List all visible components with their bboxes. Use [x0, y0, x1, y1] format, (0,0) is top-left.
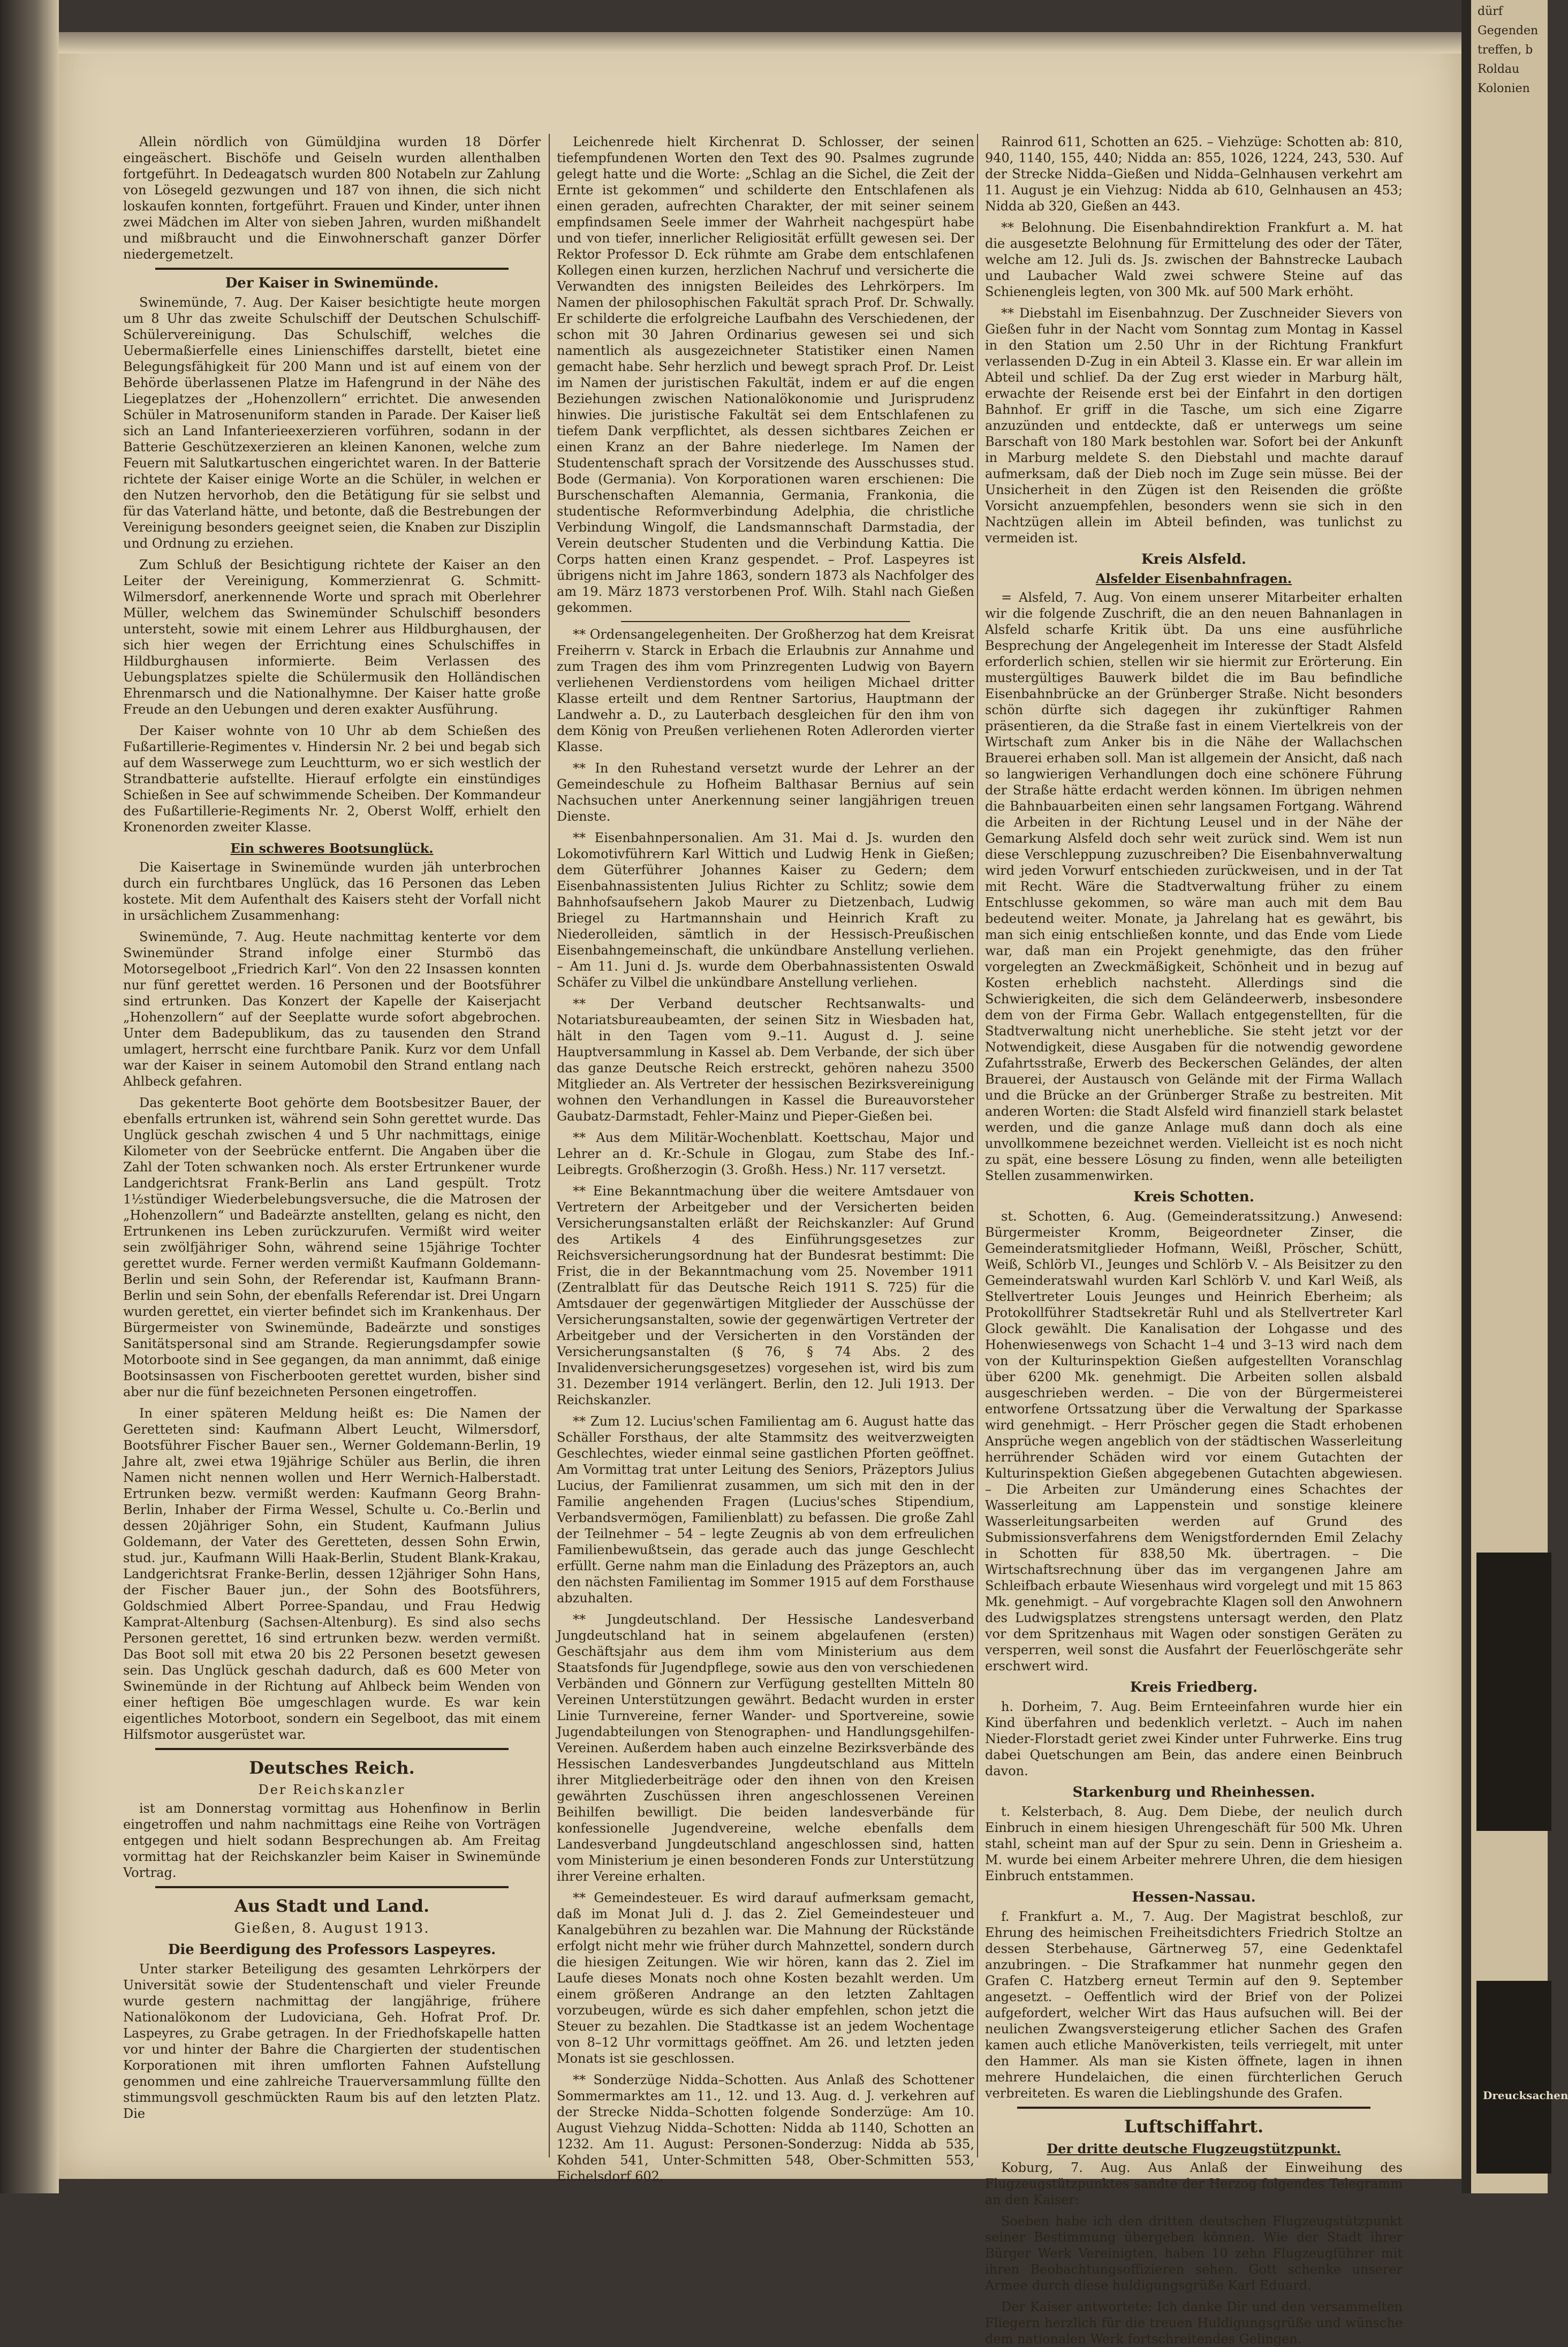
paragraph: ** Belohnung. Die Eisenbahndirektion Frankfurt a. M. hat die ausgesetzte Belohnung für Ermittelung des oder der Täter, welche am 12. Juli ds. Js. zwischen der Bahnstrecke Laubach und Laubacher Wald zwei schwere Steine auf das Schienengleis legten, von 300 Mk. auf 500 Mark erhöht.	[985, 220, 1403, 299]
paragraph: Das gekenterte Boot gehörte dem Bootsbesitzer Bauer, der ebenfalls ertrunken ist, während sein Sohn gerettet wurde. Das Unglück geschah zwischen 4 und 5 Uhr nachmittags, einige Kilometer von der Seebrücke entfernt. Die Angaben über die Zahl der Toten schwanken noch. Als erster Ertrunkener wurde Landgerichtsrat Frank-Berlin ans Land gespült. Trotz 1½stündiger Wiederbelebungsversuche, die die Matrosen der „Hohenzollern“ und Badeärzte anstellten, gelang es nicht, den Ertrunkenen ins Leben zurückzurufen. Vermißt wird weiter sein zwölfjähriger Sohn, während seine 15jährige Tochter gerettet wurde. Ferner werden vermißt Kaufmann Goldemann-Berlin und sein Sohn, der Referendar ist, Kaufmann Brann-Berlin und sein Sohn, der ebenfalls Referendar ist. Drei Ungarn wurden gerettet, ein vierter befindet sich im Krankenhaus. Der Bürgermeister von Swinemünde, Badeärzte und sonstiges Sanitätspersonal sind am Strande. Regierungsdampfer sowie Motorboote sind in See gegangen, da man annimmt, daß einige Bootsinsassen von Fischerbooten gerettet wurden, bisher sind aber nur die fünf bezeichneten Personen eingetroffen.	[123, 1095, 541, 1399]
paragraph: h. Dorheim, 7. Aug. Beim Ernteeinfahren wurde hier ein Kind überfahren und bedenklich verletzt. – Auch im nahen Nieder-Florstadt geriet zwei Kinder unter Fuhrwerke. Eins trug dabei Quetschungen am Bein, das andere einen Beinbruch davon.	[985, 1699, 1403, 1778]
newspaper-columns	[123, 134, 1461, 2346]
advert-text: Dreucksachen	[1483, 2089, 1568, 2102]
paragraph: Rainrod 611, Schotten an 625. – Viehzüge: Schotten ab: 810, 940, 1140, 155, 440; Nidda an: 855, 1026, 1224, 243, 530. Auf der Strecke Nidda–Gießen und Nidda–Gelnhausen verkehrt am 11. August je ein Viehzug: Nidda ab 610, Gelnhausen an 453; Nidda ab 320, Gießen an 443.	[985, 134, 1403, 214]
edge-fragment: treffen, b	[1478, 43, 1533, 57]
section-separator	[155, 1748, 509, 1750]
section-heading-reich: Deutsches Reich.	[249, 1758, 415, 1778]
section-heading-luft: Luftschiffahrt.	[1124, 2116, 1264, 2137]
subheadline-flugzeug: Der dritte deutsche Flugzeugstützpunkt.	[1047, 2141, 1341, 2156]
subheadline-alsfeld: Alsfelder Eisenbahnfragen.	[1095, 571, 1292, 586]
paragraph: ** Jungdeutschland. Der Hessische Landesverband Jungdeutschland hat in seinem abgelaufenen (ersten) Geschäftsjahr aus dem ihm vom Ministerium aus dem Staatsfonds für Jugendpflege, sowie aus den von verschiedenen Verbänden und Gönnern zur Verfügung gestellten Mitteln 80 Vereinen Unterstützungen gewährt. Bedacht wurden in erster Linie Turnvereine, ferner Wander- und Sportvereine, sowie Jugendabteilungen von Stenographen- und Handlungsgehilfen-Vereinen. Außerdem haben auch einzelne Bezirksverbände des Hessischen Landesverbandes Jungdeutschland aus Mitteln ihrer Mitgliederbeiträge oder den ihnen von den Kreisen gewährten Zuschüssen ihren angeschlossenen Vereinen Beihilfen bewilligt. Die beiden landesverbände für konfessionelle Jugendvereine, welche ebenfalls dem Landesverband Jungdeutschland angeschlossen sind, hatten vom Ministerium je einen besonderen Fonds zur Unterstützung ihrer Vereine erhalten.	[557, 1612, 974, 1884]
edge-fragment: Kolonien	[1478, 82, 1530, 95]
section-separator	[1017, 2107, 1370, 2109]
column-3	[985, 134, 1403, 2346]
paragraph: st. Schotten, 6. Aug. (Gemeinderatssitzung.) Anwesend: Bürgermeister Kromm, Beigeordneter Zinser, die Gemeinderatsmitglieder Hofmann, Weißl, Pröscher, Schütt, Weiß, Schlörb VI., Jeunges und Schlörb V. – Als Beisitzer zu den Gemeinderatswahl wurden Karl Schlörb V. und Karl Weiß, als Stellvertreter Louis Jeunges und Heinrich Eberheim; als Protokollführer Stadtsekretär Ruhl und als Stellvertreter Karl Glock gewählt. Die Kanalisation der Lohgasse und des Hohenwiesenwegs von Schacht 1–4 und 3–13 wird nach dem von der Kulturinspektion Gießen aufgestellten Voranschlag über 6200 Mk. genehmigt. Die Arbeiten sollen alsbald ausgeschrieben werden. – Die von der Bürgermeisterei entworfene Ortssatzung über die Verwaltung der Sparkasse wird genehmigt. – Herr Pröscher gegen die Stadt erhobenen Ansprüche wegen angeblich von der städtischen Wasserleitung herrührender Schäden wird vor einem Gutachten der Kulturinspektion Gießen abgegebenen Gutachten abgewiesen. – Die Arbeiten zur Umänderung eines Schachtes der Wasserleitung am Lappenstein und sonstige kleinere Wasserleitungsarbeiten werden auf Grund des Submissionsverfahrens dem Wenigstfordernden Emil Zelachy in Schotten für 838,50 Mk. übertragen. – Die Wirtschaftsrechnung über das im vergangenen Jahre am Schleifbach erbaute Wiesenhaus wird vorgelegt und mit 15 863 Mk. genehmigt. – Auf vorgebrachte Klagen soll den Anwohnern des Ludwigsplatzes strengstens untersagt werden, den Platz vor dem Spritzenhaus mit Wagen oder sonstigen Geräten zu versperren, weil sonst die Ausfahrt der Feuerlöschgeräte sehr erschwert wird.	[985, 1209, 1403, 1674]
headline-schotten: Kreis Schotten.	[1133, 1189, 1254, 1205]
edge-fragment: dürf	[1478, 5, 1503, 18]
headline-friedberg: Kreis Friedberg.	[1130, 1679, 1258, 1695]
paragraph: = Alsfeld, 7. Aug. Von einem unserer Mitarbeiter erhalten wir die folgende Zuschrift, die an den neuen Bahnanlagen in Alsfeld scharfe Kritik übt. Da uns eine ausführliche Besprechung der Angelegenheit im Interesse der Stadt Alsfeld erforderlich schien, stellen wir sie hiermit zur Erörterung. Ein mustergültiges Bauwerk bildet die im Bau befindliche Eisenbahnbrücke an der Grünberger Straße. Nicht besonders schön dürfte sich dagegen ihr zukünftiger Rahmen präsentieren, da die Straße fast in einem Viertelkreis von der Wirtschaft zum Anker bis in die Nähe der Wallachschen Brauerei erhaben soll. Man ist allgemein der Ansicht, daß nach so langwierigen Verhandlungen doch eine schönere Führung der Straße hätte erdacht werden können. Im übrigen nehmen die Bahnbauarbeiten einen sehr langsamen Fortgang. Während die Arbeiten in der Richtung Leusel und in der Nähe der Gemarkung Alsfeld doch sehr weit zurück sind. Wem ist nun diese Verschleppung zuzuschreiben? Die Eisenbahnverwaltung wird jeden Vorwurf entschieden zurückweisen, und in der Tat mit Recht. Wäre die Stadtverwaltung früher zu einem Entschlusse gekommen, so wäre man auch mit dem Bau bedeutend weiter. Monate, ja Jahrelang hat es gewährt, bis man sich einig entschließen konnte, und das Ende vom Liede war, daß man ein Projekt genehmigte, das den früher vorgelegten an Zweckmäßigkeit, Schönheit und in bezug auf Kosten erheblich nachsteht. Allerdings sind die Schwierigkeiten, die sich dem Geländeerwerb, insbesondere dem von der Firma Gebr. Wallach entgegenstellten, für die Stadtverwaltung nicht unerhebliche. Sie steht jetzt vor der Notwendigkeit, diese Ausgaben für die notwendig gewordene Zufahrtsstraße, Erwerb des Beckerschen Geländes, der alten Brauerei, der Austausch von Gelände mit der Firma Wallach und die Brücke an der Grünberger Straße zu bestreiten. Mit anderen Worten: die Stadt Alsfeld wird finanziell stark belastet werden, und die ganze Anlage muß dann doch als eine unvollkommene bezeichnet werden. Vielleicht ist es noch nicht zu spät, eine bessere Lösung zu finden, wenn alle beteiligten Stellen zusammenwirken.	[985, 590, 1403, 1183]
subheadline-boat: Ein schweres Bootsunglück.	[230, 841, 434, 856]
paragraph: ** Sonderzüge Nidda–Schotten. Aus Anlaß des Schottener Sommermarktes am 11., 12. und 13. Aug. d. J. verkehren auf der Strecke Nidda–Schotten folgende Sonderzüge: Am 10. August Viehzug Nidda–Schotten: Nidda ab 1140, Schotten an 1232. Am 11. August: Personen-Sonderzug: Nidda ab 535, Kohden 541, Unter-Schmitten 548, Ober-Schmitten 553, Eichelsdorf 602,	[557, 2072, 974, 2184]
paragraph: In einer späteren Meldung heißt es: Die Namen der Geretteten sind: Kaufmann Albert Leucht, Wilmersdorf, Bootsführer Fischer Bauer sen., Werner Goldemann-Berlin, 19 Jahre alt, zwei etwa 19jährige Schüler aus Berlin, die ihren Namen nicht nennen wollen und Herr Wernich-Halberstadt. Ertrunken bezw. vermißt werden: Kaufmann Georg Brahn-Berlin, Inhaber der Firma Wessel, Schulte u. Co.-Berlin und dessen 20jähriger Sohn, ein Student, Kaufmann Julius Goldemann, der Vater des Geretteten, dessen Sohn Erwin, stud. jur., Kaufmann Willi Haak-Berlin, Student Blank-Krakau, Landgerichtsrat Franke-Berlin, dessen 12jähriger Sohn Hans, der Fischer Bauer jun., der Sohn des Bootsführers, Goldschmied Albert Porree-Spandau, und Frau Hedwig Kamprat-Altenburg (Sachsen-Altenburg). Es sind also sechs Personen gerettet, 16 sind ertrunken bezw. werden vermißt. Das Boot soll mit etwa 20 bis 22 Personen besetzt gewesen sein. Das Unglück geschah dadurch, daß es 600 Meter von Swinemünde in der Richtung auf Ahlbeck beim Wenden von einer heftigen Böe umgeschlagen wurde. Es war kein eigentliches Motorboot, sondern ein Segelboot, das mit einem Hilfsmotor ausgerüstet war.	[123, 1406, 541, 1742]
headline-nassau: Hessen-Nassau.	[1132, 1889, 1256, 1905]
paragraph: ist am Donnerstag vormittag aus Hohenfinow in Berlin eingetroffen und nahm nachmittags eine Reihe von Vorträgen entgegen und hielt sodann Besprechungen ab. Am Freitag vormittag hat der Reichskanzler beim Kaiser in Swinemünde Vortrag.	[123, 1801, 541, 1880]
advert-block-dark	[1476, 1553, 1551, 1831]
adjacent-page-edge	[1461, 0, 1568, 2193]
paragraph: Soeben habe ich den dritten deutschen Flugzeugstützpunkt seiner Bestimmung übergeben können. Wie der Stadt ihrer Bürger Werk Vereinigten, haben 10 zehn Flugzeugführer mit ihren Beobachtungsoffizieren sehen. Gott schenke unserer Armee durch diese huldigungsgrüße Karl Eduard.	[985, 2214, 1403, 2293]
subheadline-reichskanzler: Der Reichskanzler	[258, 1782, 406, 1797]
paragraph: Koburg, 7. Aug. Aus Anlaß der Einweihung des Flugzeugstützpunktes sandte der Herzog folgendes Telegramm an den Kaiser:	[985, 2160, 1403, 2207]
paragraph: f. Frankfurt a. M., 7. Aug. Der Magistrat beschloß, zur Ehrung des heimischen Freiheitsdichters Friedrich Stoltze an dessen Sterbehause, Gärtnerweg 57, eine Gedenktafel anzubringen. – Die Strafkammer hat nunmehr gegen den Grafen C. Hatzberg erneut Termin auf den 9. September angesetzt. – Oeffentlich wird der Brief von der Polizei aufgefordert, welcher Wirt das Haus aufsuchen will. Bei der neulichen Zwangsversteigerung etlicher Sachen des Grafen kamen auch etliche Manöverkisten, teils verriegelt, mit unter den Hammer. Als man sie Kisten öffnete, lagen in ihnen mehrere Hundelaichen, die einen fürchterlichen Geruch verbreiteten. Es waren die Lieblingshunde des Grafen.	[985, 1909, 1403, 2101]
dateline: Gießen, 8. August 1913.	[234, 1920, 430, 1936]
paragraph: ** In den Ruhestand versetzt wurde der Lehrer an der Gemeindeschule zu Hofheim Balthasar Bernius auf sein Nachsuchen unter Anerkennung seiner langjährigen treuen Dienste.	[557, 761, 974, 824]
paragraph: t. Kelsterbach, 8. Aug. Dem Diebe, der neulich durch Einbruch in einem hiesigen Uhrengeschäft für 500 Mk. Uhren stahl, scheint man auf der Spur zu sein. Denn in Griesheim a. M. wurde bei einem Arbeiter mehrere Uhren, die dem hiesigen Einbruch entstammen.	[985, 1804, 1403, 1883]
paragraph: Die Kaisertage in Swinemünde wurden jäh unterbrochen durch ein furchtbares Unglück, das 16 Personen das Leben kostete. Mit dem Aufenthalt des Kaisers steht der Vorfall nicht in ursächlichem Zusammenhang:	[123, 860, 541, 923]
headline-kaiser: Der Kaiser in Swinemünde.	[225, 275, 439, 291]
edge-fragment: Roldau	[1478, 63, 1520, 76]
column-2	[557, 134, 974, 2184]
paragraph: ** Ordensangelegenheiten. Der Großherzog hat dem Kreisrat Freiherrn v. Starck in Erbach die Erlaubnis zur Annahme und zum Tragen des ihm vom Prinzregenten Ludwig von Bayern verliehenen Verdienstordens vom heiligen Michael dritter Klasse erteilt und dem Rentner Sartorius, Hauptmann der Landwehr a. D., zu Lauterbach desgleichen für den ihm von dem König von Preußen verliehenen Roten Adlerorden vierter Klasse.	[557, 627, 974, 754]
paragraph: Der Kaiser wohnte von 10 Uhr ab dem Schießen des Fußartillerie-Regimentes v. Hindersin Nr. 2 bei und begab sich auf dem Wasserwege zum Leuchtturm, wo er sich westlich der Strandbatterie aufstellte. Hierauf erfolgte ein einstündiges Schießen in See auf schwimmende Scheiben. Der Kommandeur des Fußartillerie-Regiments Nr. 2, Oberst Wolff, erhielt den Kronenorden zweiter Klasse.	[123, 723, 541, 835]
paragraph: ** Eine Bekanntmachung über die weitere Amtsdauer von Vertretern der Arbeitgeber und der Versicherten beiden Versicherungsanstalten erläßt der Reichskanzler: Auf Grund des Artikels 4 des Einführungsgesetzes zur Reichsversicherungsordnung hat der Bundesrat bestimmt: Die Frist, die in der Bekanntmachung vom 25. November 1911 (Zentralblatt für das Deutsche Reich 1911 S. 725) für die Amtsdauer der gegenwärtigen Mitglieder der Ausschüsse der Versicherungsanstalten, sowie der gegenwärtigen Vertreter der Arbeitgeber und der Versicherten in den Vorständen der Versicherungsanstalten (§ 76, § 74 Abs. 2 des Invalidenversicherungsgesetzes) vorgesehen ist, wird bis zum 31. Dezember 1914 verlängert. Berlin, den 12. Juli 1913. Der Reichskanzler.	[557, 1184, 974, 1407]
paragraph: Unter starker Beteiligung des gesamten Lehrkörpers der Universität sowie der Studentenschaft und vieler Freunde wurde gestern nachmittag der langjährige, frühere Nationalökonom der Ludoviciana, Geh. Hofrat Prof. Dr. Laspeyres, zu Grabe getragen. In der Friedhofskapelle hatten vor und hinter der Bahre die Chargierten der studentischen Korporationen mit ihren umflorten Fahnen Aufstellung genommen und eine zahlreiche Trauerversammlung füllte den stimmungsvoll geschmückten Raum bis auf den letzten Platz. Die	[123, 1962, 541, 2121]
paragraph: Swinemünde, 7. Aug. Heute nachmittag kenterte vor dem Swinemünder Strand infolge einer Sturmbö das Motorsegelboot „Friedrich Karl“. Von den 22 Insassen konnten nur fünf gerettet werden. 16 Personen und der Bootsführer sind ertrunken. Das Konzert der Kapelle der Kaiserjacht „Hohenzollern“ auf der Seeplatte wurde sofort abgebrochen. Unter dem Badepublikum, das zu tausenden den Strand umlagert, herrscht eine furchtbare Panik. Kurz vor dem Unfall war der Kaiser in seinem Automobil den Strand entlang nach Ahlbeck gefahren.	[123, 929, 541, 1089]
paragraph: ** Eisenbahnpersonalien. Am 31. Mai d. Js. wurden den Lokomotivführern Karl Wittich und Ludwig Henk in Gießen; dem Güterführer Johannes Kaiser zu Gedern; dem Eisenbahnassistenten Julius Richter zu Schlitz; sowie dem Bahnhofsaufsehern Jakob Maurer zu Dietzenbach, Ludwig Briegel zu Hartmannshain und Heinrich Kraft zu Niederolleiden, sämtlich in der Hessisch-Preußischen Eisenbahngemeinschaft, die unkündbare Anstellung verliehen. – Am 11. Juni d. Js. wurde dem Oberbahnassistenten Oswald Schäfer zu Vilbel die unkündbare Anstellung verliehen.	[557, 830, 974, 990]
headline-alsfeld: Kreis Alsfeld.	[1141, 551, 1246, 567]
headline-beerdigung: Die Beerdigung des Professors Laspeyres.	[168, 1942, 496, 1958]
advert-block-dark	[1476, 1981, 1568, 2174]
edge-fragment: Gegenden	[1478, 24, 1539, 37]
section-separator	[155, 268, 509, 270]
article-intro: Allein nördlich von Gümüldjina wurden 18 Dörfer eingeäschert. Bischöfe und Geiseln wurden allenthalben fortgeführt. In Dedeagatsch wurden 800 Notabeln zur Zahlung von Lösegeld gezwungen und 187 von ihnen, die sich nicht loskaufen konnten, fortgeführt. Frauen und Kinder, unter ihnen zwei Mädchen im Alter von sieben Jahren, wurden mißhandelt und mißbraucht und die Einwohnerschaft ganzer Dörfer niedergemetzelt.	[123, 134, 541, 262]
paragraph: Der Kaiser antwortete: Ich danke Dir und den versammelten Fliegern herzlich für die treuen Huldigungsgrüße und wünsche dem nationalen Werk fortschreitendes Gelingen.	[985, 2299, 1403, 2346]
paragraph: ** Diebstahl im Eisenbahnzug. Der Zuschneider Sievers von Gießen fuhr in der Nacht vom Sonntag zum Montag in Kassel in den Station um 2.50 Uhr in der Richtung Frankfurt verlassenden D-Zug in ein Abteil 3. Klasse ein. Er war allein im Abteil und schlief. Da der Zug erst wieder in Marburg hält, erwachte der Reisende erst bei der Einfahrt in den dortigen Bahnhof. Er griff in die Tasche, um sich eine Zigarre anzuzünden und entdeckte, daß er unterwegs um seine Barschaft von 180 Mark bestohlen war. Sofort bei der Ankunft in Marburg meldete S. den Diebstahl und machte darauf aufmerksam, daß der Dieb noch im Zuge sein müsse. Bei der Unsicherheit in den Zügen ist den Reisenden die größte Vorsicht anzuempfehlen, besonders wenn sie sich in den Nachtzügen allein im Abteil befinden, was tunlichst zu vermeiden ist.	[985, 306, 1403, 546]
section-heading-stadt: Aus Stadt und Land.	[234, 1896, 430, 1916]
paragraph: ** Gemeindesteuer. Es wird darauf aufmerksam gemacht, daß im Monat Juli d. J. das 2. Ziel Gemeindesteuer und Kanalgebühren zu bezahlen war. Die Mahnung der Rückstände erfolgt nicht mehr wie früher durch Mahnzettel, sondern durch die hiesigen Zeitungen. Wie wir hören, kann das 2. Ziel im Laufe dieses Monats noch ohne Kosten bezahlt werden. Um einem größeren Andrange an den letzten Zahltagen vorzubeugen, würde es sich daher empfehlen, schon jetzt die Steuer zu bezahlen. Die Stadtkasse ist an jedem Wochentage von 8–12 Uhr vormittags geöffnet. Am 26. und letzten jeden Monats ist sie geschlossen.	[557, 1890, 974, 2066]
paragraph: Swinemünde, 7. Aug. Der Kaiser besichtigte heute morgen um 8 Uhr das zweite Schulschiff der Deutschen Schulschiff-Schülervereinigung. Das Schulschiff, welches die Uebermaßierfelle eines Linienschiffes darstellt, bietet eine Belegungsfähigkeit für 200 Mann und ist auf einem von der Behörde überlassenen Platze im Hafengrund in der Nähe des Liegeplatzes der „Hohenzollern“ errichtet. Die anwesenden Schüler in Matrosenuniform standen in Parade. Der Kaiser ließ sich an Land Infanterieexerzieren vorführen, sodann in der Batterie Geschützexerzieren an kleinen Kanonen, welche zum Feuern mit Salutkartuschen eingerichtet waren. In der Batterie richtete der Kaiser einige Worte an die Schüler, in welchen er den Nutzen hervorhob, den die Betätigung für sie selbst und für das Vaterland hätte, und betonte, daß die Bestrebungen der Vereinigung besonders geeignet seien, die Knaben zur Disziplin und Ordnung zu erziehen.	[123, 295, 541, 551]
paragraph: ** Der Verband deutscher Rechtsanwalts- und Notariatsbureaubeamten, der seinen Sitz in Wiesbaden hat, hält in den Tagen vom 9.–11. August d. J. seine Hauptversammlung in Kassel ab. Dem Verbande, der sich über das ganze Deutsche Reich erstreckt, gehören nahezu 3500 Mitglieder an. Als Vertreter der hessischen Bezirksvereinigung wohnen den Verhandlungen in Kassel die Bureauvorsteher Gaubatz-Darmstadt, Fehler-Mainz und Pieper-Gießen bei.	[557, 996, 974, 1124]
column-1	[123, 134, 541, 2168]
page-top-shadow	[59, 32, 1461, 54]
section-separator	[155, 1886, 509, 1888]
paragraph: ** Zum 12. Lucius'schen Familientag am 6. August hatte das Schäller Forsthaus, der alte Stammsitz des weitverzweigten Geschlechtes, wieder einmal seine gastlichen Pforten geöffnet. Am Vormittag trat unter Leitung des Seniors, Präzeptors Julius Lucius, der Familienrat zusammen, um sich mit den in der Familie angehenden Fragen (Lucius'sches Stipendium, Verbandsvermögen, Familienblatt) zu befassen. Die große Zahl der Teilnehmer – 54 – legte Zeugnis ab von dem erfreulichen Familienbewußtsein, das gerade auch das junge Geschlecht erfüllt. Gerne nahm man die Einladung des Präzeptors an, auch den nächsten Familientag im Sommer 1915 auf dem Forsthause abzuhalten.	[557, 1414, 974, 1606]
paragraph: Zum Schluß der Besichtigung richtete der Kaiser an den Leiter der Vereinigung, Kommerzienrat G. Schmitt-Wilmersdorf, anerkennende Worte und sprach mit Oberlehrer Müller, welchem das Swinemünder Schulschiff besonders untersteht, sowie mit einem Lehrer aus Hildburghausen, der sich hier wegen der Errichtung eines Schulschiffes in Hildburghausen informierte. Beim Verlassen des Uebungsplatzes spielte die Schülermusik den Holländischen Ehrenmarsch und die Nationalhymne. Der Kaiser hatte große Freude an den Uebungen und deren exakter Ausführung.	[123, 557, 541, 717]
separator-star	[621, 621, 910, 622]
paragraph: ** Aus dem Militär-Wochenblatt. Koettschau, Major und Lehrer an d. Kr.-Schule in Glogau, zum Stabe des Inf.-Leibregts. Großherzogin (3. Großh. Hess.) Nr. 117 versetzt.	[557, 1130, 974, 1177]
paragraph: Leichenrede hielt Kirchenrat D. Schlosser, der seinen tiefempfundenen Worten den Text des 90. Psalmes zugrunde gelegt hatte und die Worte: „Schlag an die Sichel, die Zeit der Ernte ist gekommen“ und schilderte den Entschlafenen als einen geraden, aufrechten Charakter, der mit seiner seinem empfindsamen Seele immer der Wahrheit nachgespürt habe und von tiefer, innerlicher Religiosität erfüllt gewesen sei. Der Rektor Professor D. Eck rühmte am Grabe dem entschlafenen Kollegen einen kurzen, herzlichen Nachruf und versicherte die Verwandten des innigsten Beileides des Lehrkörpers. Im Namen der philosophischen Fakultät sprach Prof. Dr. Schwally. Er schilderte die erfolgreiche Laufbahn des Verschiedenen, der schon mit 30 Jahren Ordinarius gewesen sei und sich namentlich als ausgezeichneter Statistiker einen Namen gemacht habe. Sehr herzlich und bewegt sprach Prof. Dr. Leist im Namen der juristischen Fakultät, indem er auf die engen Beziehungen zwischen Nationalökonomie und Jurisprudenz hinwies. Die juristische Fakultät sei dem Entschlafenen zu tiefem Dank verpflichtet, als dessen sichtbares Zeichen er einen Kranz an der Bahre niederlege. Im Namen der Studentenschaft sprach der Vorsitzende des Ausschusses stud. Bode (Germania). Von Korporationen waren erschienen: Die Burschenschaften Alemannia, Germania, Frankonia, die studentische Reformverbindung Adelphia, die christliche Verbindung Wingolf, die Landsmannschaft Darmstadia, der Verein deutscher Studenten und die Verbindung Kattia. Die Corps hatten einen Kranz gespendet. – Prof. Laspeyres ist übrigens nicht im Jahre 1863, sondern 1873 als Nachfolger des am 19. März 1873 verstorbenen Prof. Wilh. Stahl nach Gießen gekommen.	[557, 134, 974, 615]
headline-starkenburg: Starkenburg und Rheinhessen.	[1072, 1784, 1315, 1800]
page-gutter-left	[0, 0, 59, 2193]
